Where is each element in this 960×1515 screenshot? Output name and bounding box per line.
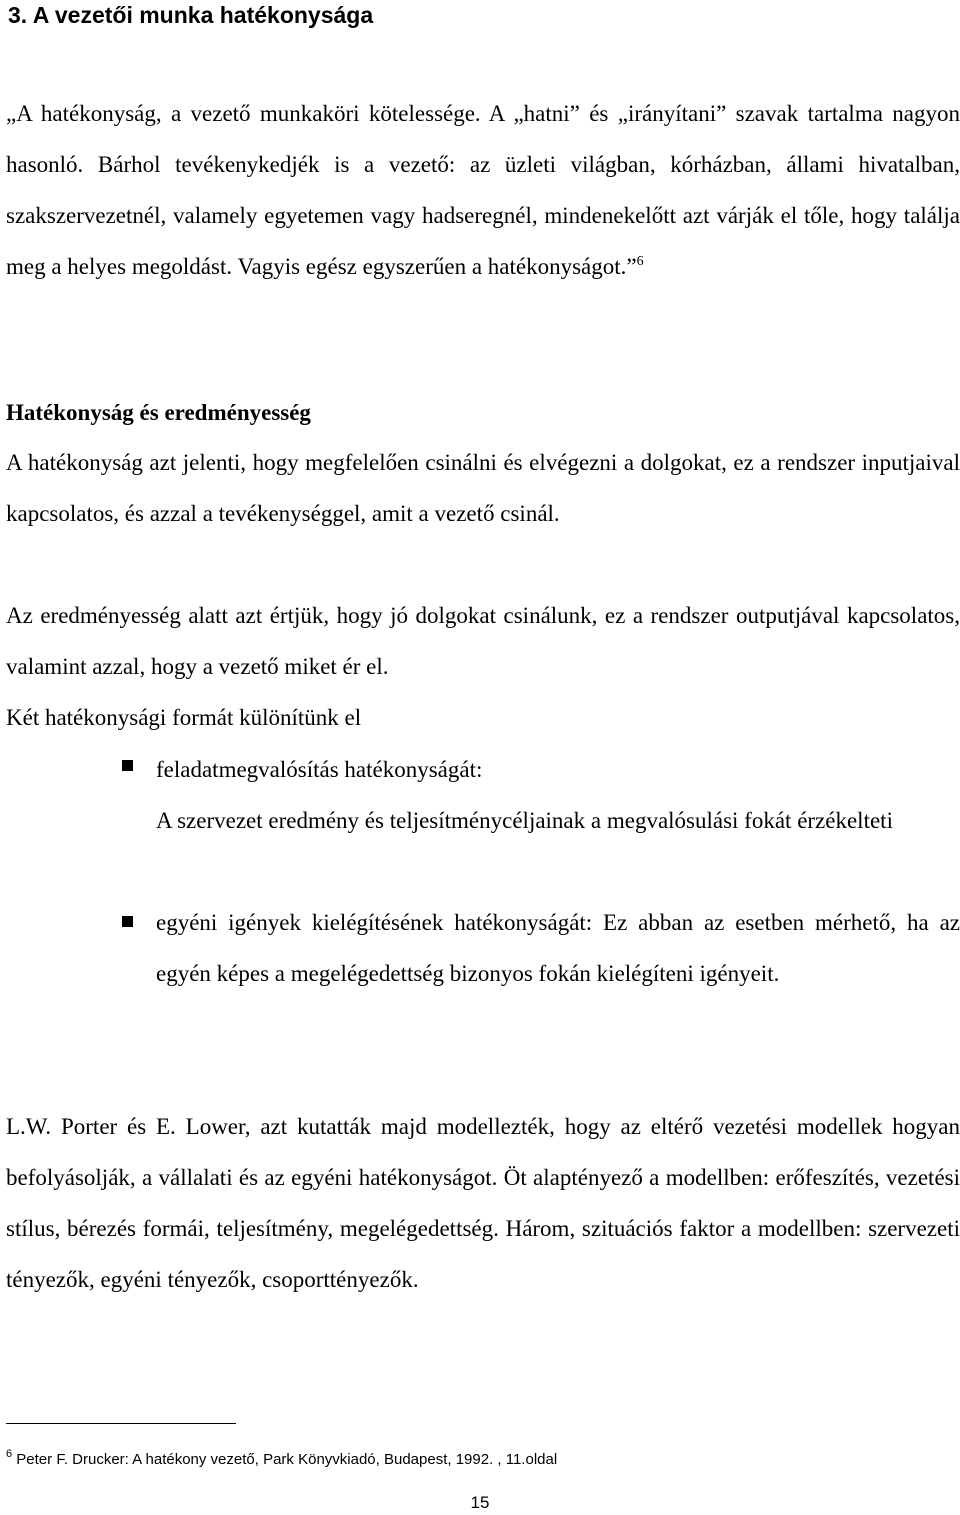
- page-number: 15: [470, 1493, 490, 1512]
- square-bullet-icon: [122, 760, 133, 771]
- footnote: [6, 1450, 557, 1470]
- bullet-item-1-detail: A szervezet eredmény és teljesítménycéljainak a megvalósulási fokát érzékelteti: [156, 808, 893, 833]
- paragraph-porter-lower: L.W. Porter és E. Lower, azt kutatták majd modellezték, hogy az eltérő vezetési modellek hogyan befolyásolják, a vállalati és az egyéni hatékonyságot. Öt alaptényező a modellben: erőfeszítés, vezetési stílus, bérezés formái, teljesítmény, megelégedettség. Három, szituációs faktor a modellben: szervezeti tényezők, egyéni tényezők, csoporttényezők.: [6, 1114, 960, 1292]
- paragraph-forms-intro: Két hatékonysági formát különítünk el: [6, 705, 362, 730]
- section-heading: 3. A vezetői munka hatékonysága: [8, 2, 374, 28]
- paragraph-effectiveness: Az eredményesség alatt azt értjük, hogy jó dolgokat csinálunk, ez a rendszer outputjával kapcsolatos, valamint azzal, hogy a vezető miket ér el.: [6, 603, 960, 679]
- footnote-text: Peter F. Drucker: A hatékony vezető, Park Könyvkiadó, Budapest, 1992. , 11.oldal: [16, 1451, 558, 1468]
- footnote-separator: [6, 1423, 236, 1424]
- subheading: Hatékonyság és eredményesség: [6, 400, 311, 425]
- intro-quote: [6, 88, 960, 292]
- footnote-number: 6: [6, 1448, 13, 1460]
- footnote-ref: 6: [636, 254, 644, 269]
- paragraph-efficiency: A hatékonyság azt jelenti, hogy megfelelően csinálni és elvégezni a dolgokat, ez a rendszer inputjaival kapcsolatos, és azzal a tevékenységgel, amit a vezető csinál.: [6, 450, 960, 526]
- square-bullet-icon: [122, 916, 133, 927]
- bullet-item-2: egyéni igények kielégítésének hatékonyságát: Ez abban az esetben mérhető, ha az egyén képes a megelégedettség bizonyos fokán kielégíteni igényeit.: [156, 910, 960, 986]
- intro-quote-text: „A hatékonyság, a vezető munkaköri kötelessége. A „hatni” és „irányítani” szavak tartalma nagyon hasonló. Bárhol tevékenykedjék is a vezető: az üzleti világban, kórházban, állami hivatalban, szakszervezetnél, valamely egyetemen vagy hadseregnél, mindenekelőtt azt várják el tőle, hogy találja meg a helyes megoldást. Vagyis egész egyszerűen a hatékonyságot.”: [6, 101, 960, 279]
- bullet-item-1: feladatmegvalósítás hatékonyságát:: [156, 757, 483, 782]
